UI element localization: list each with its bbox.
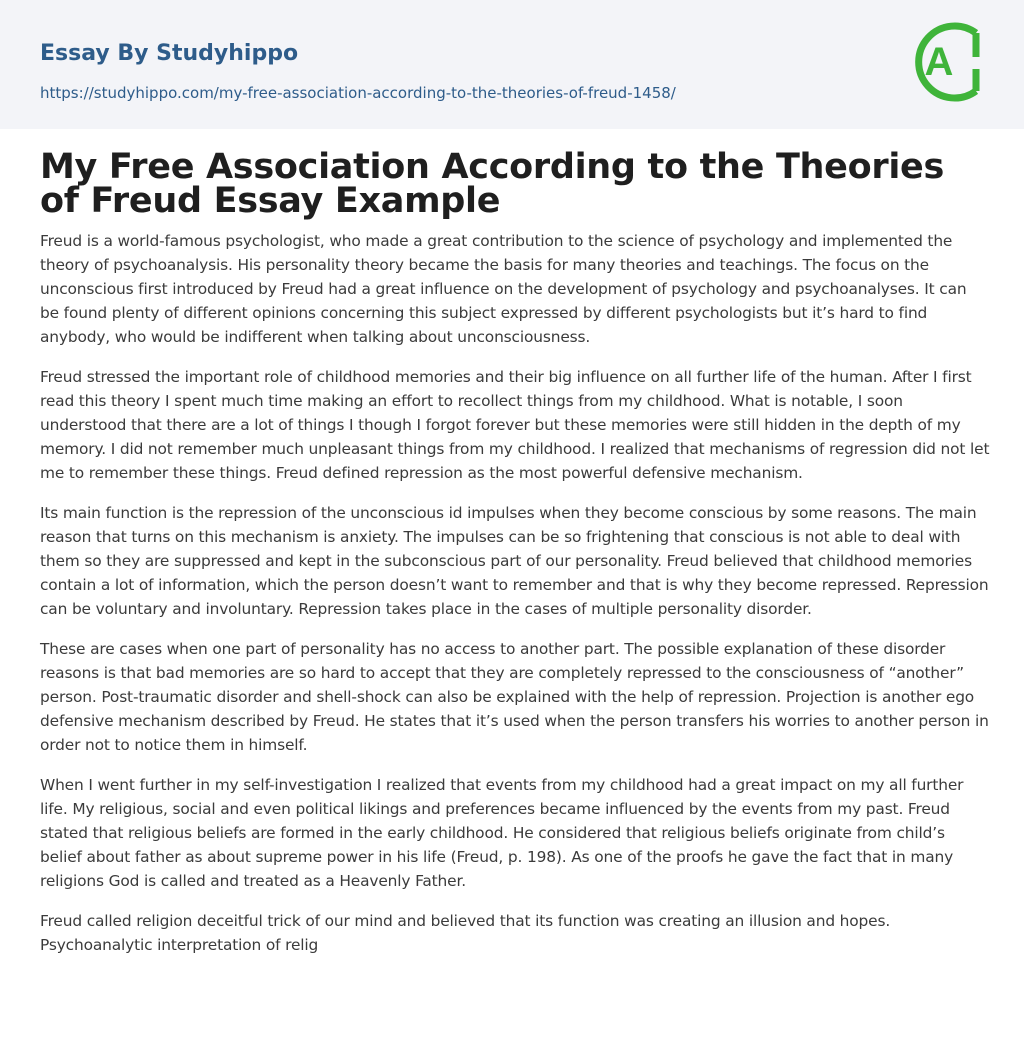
title-wrapper: [40, 0, 985, 221]
paragraph: These are cases when one part of personality has no access to another part. The possible explanation of these disorder reasons is that bad memories are so hard to accept that they are completely repressed to the consciousness of “another” person. Post-traumatic disorder and shell-shock can also be explained with the help of repression. Projection is another ego defensive mechanism described by Freud. He states that it’s used when the person transfers his worries to another person in order not to notice them in himself.: [40, 640, 989, 754]
paragraph: When I went further in my self-investigation I realized that events from my childhood had a great impact on my all further life. My religious, social and even political likings and preferences became influenced by the events from my past. Freud stated that religious beliefs are formed in the early childhood. He considered that religious beliefs originate from child’s belief about father as about supreme power in his life (Freud, p. 198). As one of the proofs he gave the fact that in many religions God is called and treated as a Heavenly Father.: [40, 776, 964, 890]
site-brand[interactable]: Essay By Studyhippo: [40, 41, 299, 66]
page-title: My Free Association According to the Theories of Freud Essay Example: [40, 147, 944, 221]
paragraph: Freud called religion deceitful trick of our mind and believed that its function was creating an illusion and hopes. Psychoanalytic interpretation of relig: [40, 912, 891, 954]
article-body: [40, 229, 990, 973]
logo-letter: A: [924, 40, 954, 84]
paragraph: Freud stressed the important role of childhood memories and their big influence on all further life of the human. After I first read this theory I spent much time making an effort to recollect things from my childhood. What is notable, I soon understood that there are a lot of things I though I forgot forever but these memories were still hidden in the depth of my memory. I did not remember much unpleasant things from my childhood. I realized that mechanisms of regression did not let me to remember these things. Freud defined repression as the most powerful defensive mechanism.: [40, 368, 990, 482]
source-url-link[interactable]: https://studyhippo.com/my-free-association-according-to-the-theories-of-freud-1458/: [40, 84, 676, 102]
paragraph: Freud is a world-famous psychologist, who made a great contribution to the science of psychology and implemented the theory of psychoanalysis. His personality theory became the basis for many theories and teachings. The focus on the unconscious first introduced by Freud had a great influence on the development of psychology and psychoanalyses. It can be found plenty of different opinions concerning this subject expressed by different psychologists but it’s hard to find anybody, who would be indifferent when talking about unconsciousness.: [40, 232, 967, 346]
paragraph: Its main function is the repression of the unconscious id impulses when they become conscious by some reasons. The main reason that turns on this mechanism is anxiety. The impulses can be so frightening that conscious is not able to deal with them so they are suppressed and kept in the subconscious part of our personality. Freud believed that childhood memories contain a lot of information, which the person doesn’t want to remember and that is why they become repressed. Repression can be voluntary and involuntary. Repression takes place in the cases of multiple personality disorder.: [40, 504, 989, 618]
